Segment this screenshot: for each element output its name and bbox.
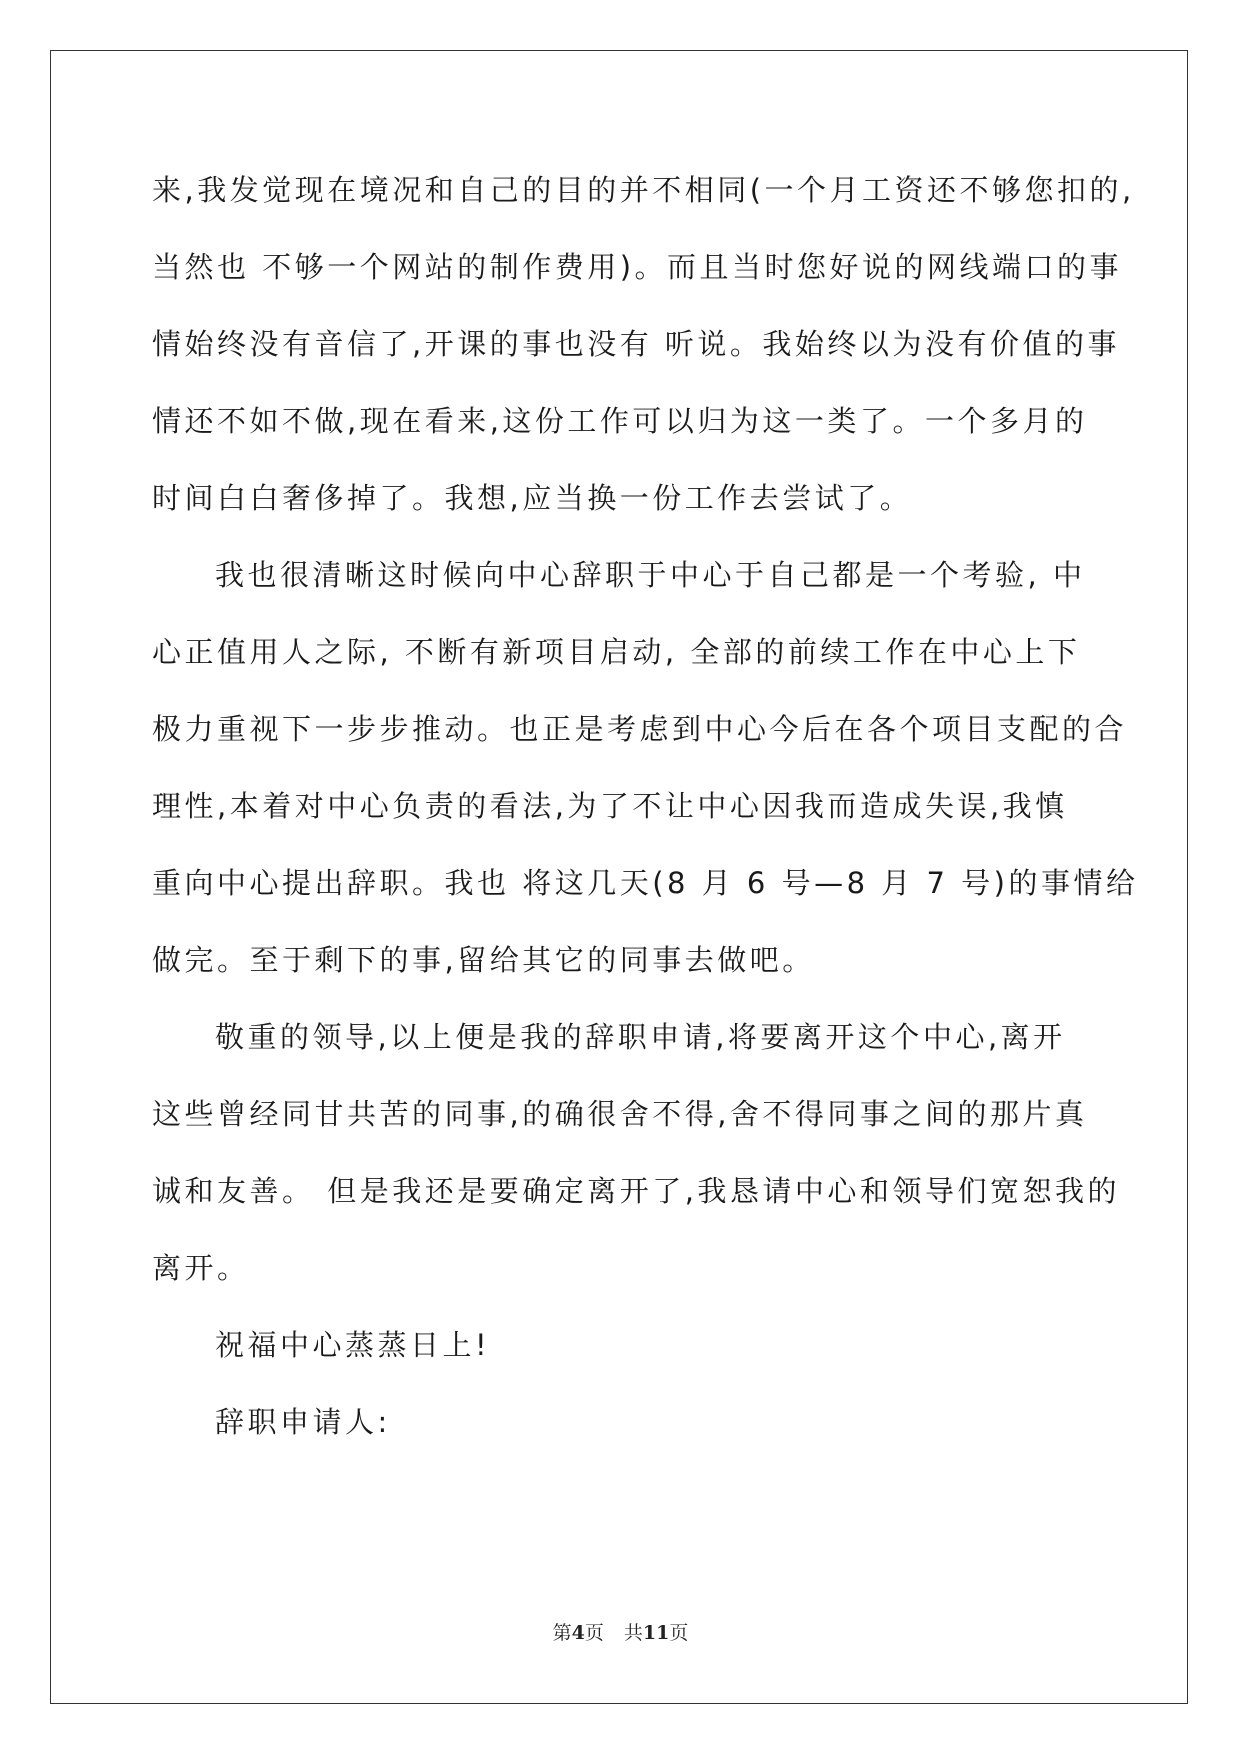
page-footer [0, 1618, 1241, 1645]
document-body [152, 165, 1139, 1474]
total-prefix: 共 [623, 1622, 643, 1644]
text-line: 时间白白奢侈掉了。我想,应当换一份工作去尝试了。 [152, 481, 913, 515]
text-line: 心正值用人之际, 不断有新项目启动, 全部的前续工作在中心上下 [152, 635, 1081, 669]
text-line: 诚和友善。 但是我还是要确定离开了,我恳请中心和领导们宽恕我的 [152, 1174, 1120, 1208]
paragraph-start-line: 我也很清晰这时候向中心辞职于中心于自己都是一个考验, 中 [215, 558, 1086, 592]
text-line: 离开。 [152, 1251, 250, 1285]
page-suffix: 页 [584, 1622, 604, 1644]
text-line: 这些曾经同甘共苦的同事,的确很舍不得,舍不得同事之间的那片真 [152, 1097, 1088, 1131]
text-line: 极力重视下一步步推动。也正是考虑到中心今后在各个项目支配的合 [152, 712, 1128, 746]
text-line: 当然也 不够一个网站的制作费用)。而且当时您好说的网线端口的事 [152, 250, 1123, 284]
total-suffix: 页 [669, 1622, 689, 1644]
paragraph-start-line: 敬重的领导,以上便是我的辞职申请,将要离开这个中心,离开 [215, 1020, 1066, 1054]
text-line: 理性,本着对中心负责的看法,为了不让中心因我而造成失误,我慎 [152, 789, 1068, 823]
page-prefix: 第 [552, 1622, 572, 1644]
signature-label: 辞职申请人: [215, 1405, 391, 1439]
current-page-number: 4 [571, 1622, 585, 1644]
text-line: 情始终没有音信了,开课的事也没有 听说。我始终以为没有价值的事 [152, 327, 1120, 361]
text-line: 来,我发觉现在境况和自己的目的并不相同(一个月工资还不够您扣的, [152, 173, 1135, 207]
closing-wish: 祝福中心蒸蒸日上! [215, 1328, 491, 1362]
text-line: 重向中心提出辞职。我也 将这几天(8 月 6 号—8 月 7 号)的事情给 [152, 866, 1139, 900]
text-line: 做完。至于剩下的事,留给其它的同事去做吧。 [152, 943, 815, 977]
text-line: 情还不如不做,现在看来,这份工作可以归为这一类了。一个多月的 [152, 404, 1088, 438]
total-page-count: 11 [642, 1622, 670, 1644]
